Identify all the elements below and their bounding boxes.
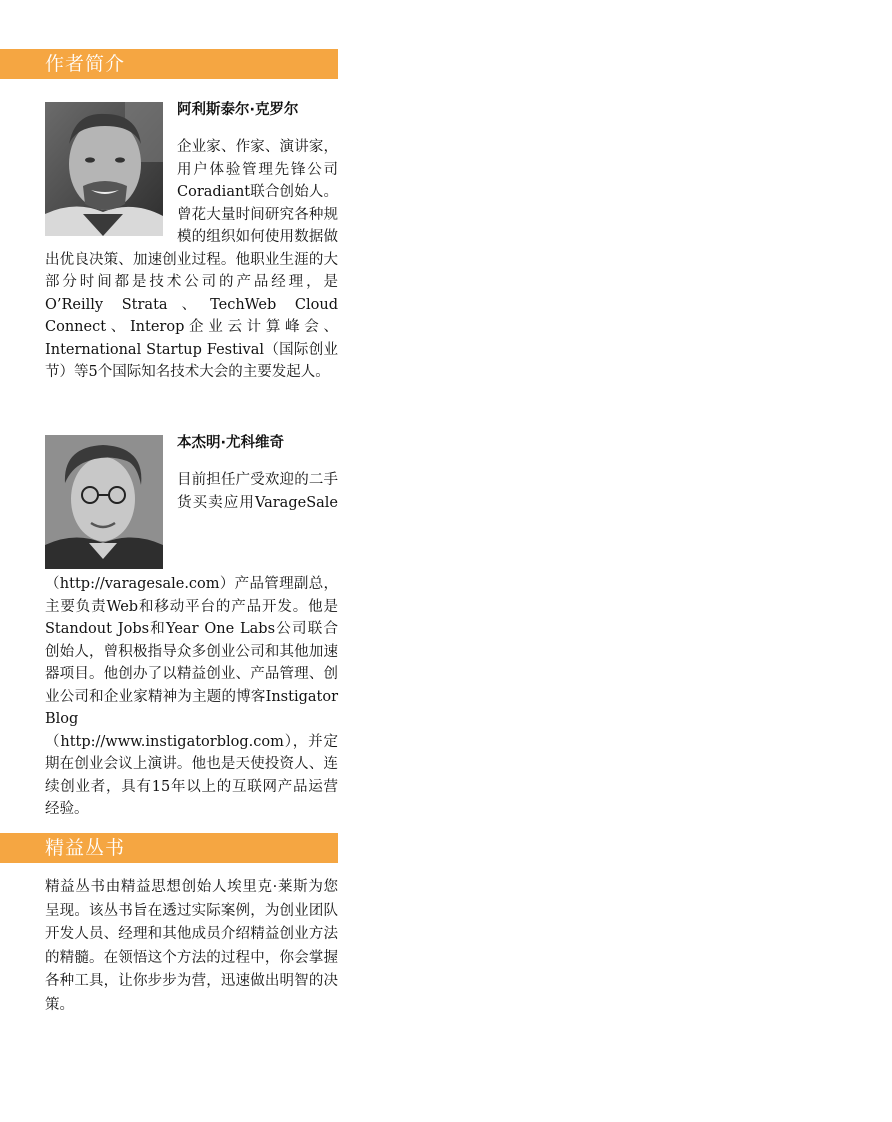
author-name: 本杰明·尤科维奇 — [177, 435, 285, 451]
series-section-header — [0, 833, 338, 863]
authors-section-title: 作者简介 — [45, 53, 126, 75]
series-description — [45, 876, 338, 1017]
authors-section-header — [0, 49, 338, 79]
series-text: 精益丛书由精益思想创始人埃里克·莱斯为您呈现。该丛书旨在透过实际案例，为创业团队开发人员、经理和其他成员介绍精益创业方法的精髓。在领悟这个方法的过程中，你会掌握各种工具，让你步步为营，迅速做出明智的决策。 — [45, 879, 338, 1013]
author-photo-alistair — [45, 102, 163, 236]
author-entry-1 — [45, 100, 338, 384]
author-photo-benjamin — [45, 435, 163, 569]
series-section-title: 精益丛书 — [45, 837, 126, 859]
author-bio: 企业家、作家、演讲家，用户体验管理先锋公司Coradiant联合创始人。曾花大量时间研究各种规模的组织如何使用数据做出优良决策、加速创业过程。他职业生涯的大部分时间都是技术公司的产品经理，是O’Reilly Strata、TechWeb Cloud Connect、Interop企业云计算峰会、International Startup Festival（国际创业节）等5个国际知名技术大会的主要发起人。 — [45, 139, 338, 380]
author-entry-2 — [45, 433, 338, 821]
author-name: 阿利斯泰尔·克罗尔 — [177, 102, 299, 118]
author-bio: 目前担任广受欢迎的二手货买卖应用VarageSale（http://varagesale.com）产品管理副总，主要负责Web和移动平台的产品开发。他是Standout Jobs和Year One Labs公司联合创始人，曾积极指导众多创业公司和其他加速器项目。他创办了以精益创业、产品管理、创业公司和企业家精神为主题的博客Instigator Blog（http://www.instigatorblog.com），并定期在创业会议上演讲。他也是天使投资人、连续创业者，具有15年以上的互联网产品运营经验。 — [45, 472, 338, 817]
